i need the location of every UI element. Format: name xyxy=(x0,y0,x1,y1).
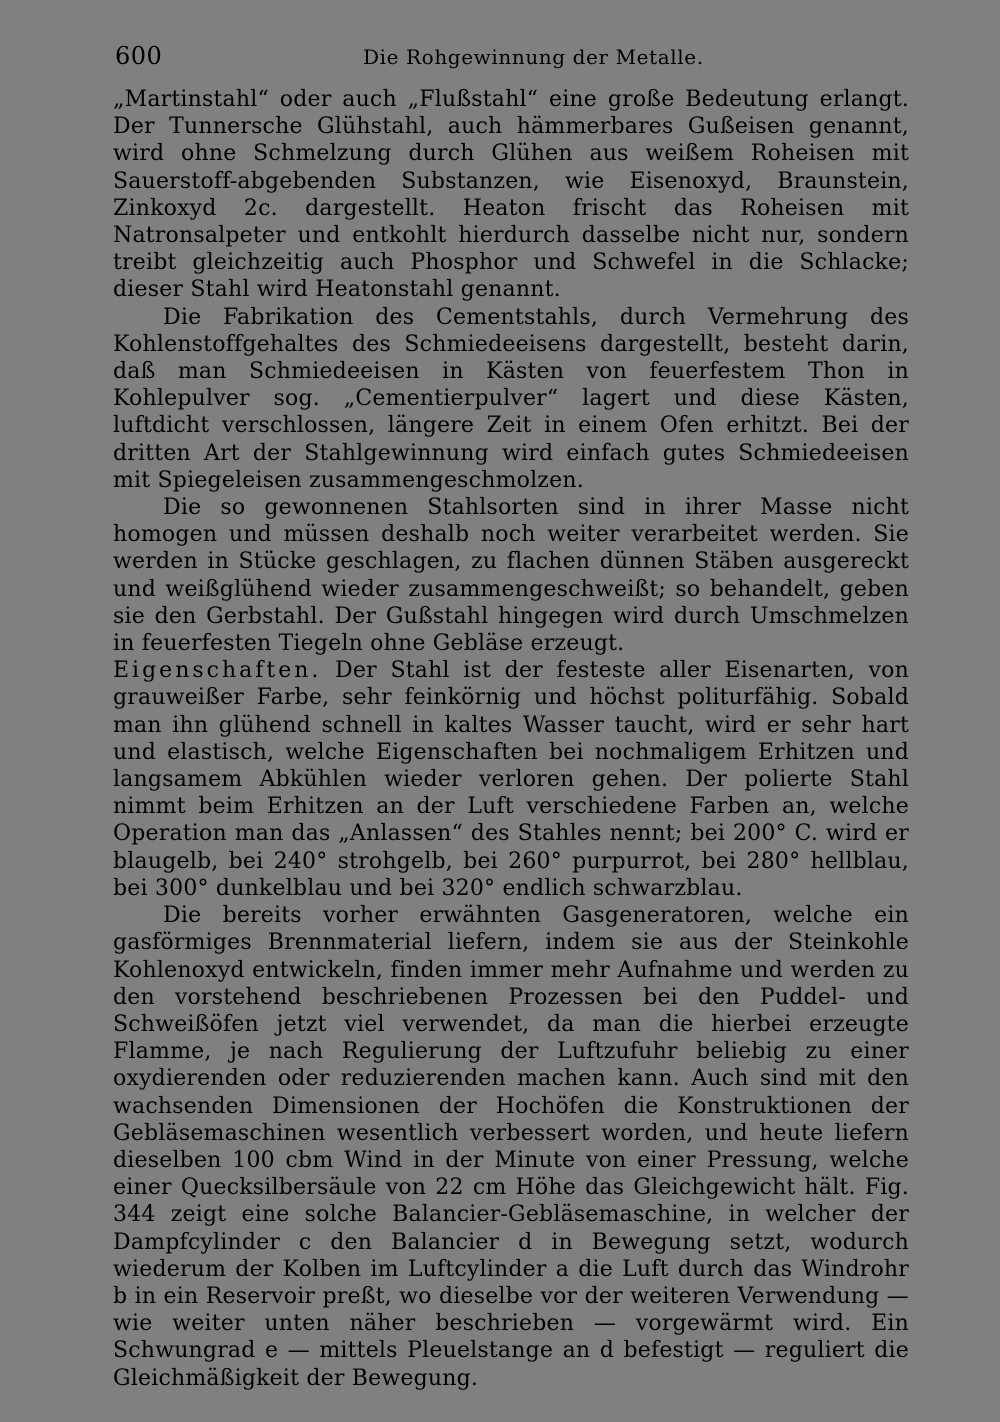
paragraph-5: Die bereits vorher erwähnten Gasgeneratoren, welche ein gasförmiges Brennmaterial liefern, indem sie aus der Steinkohle Kohlenoxyd entwickeln, finden immer mehr Aufnahme und werden zu den vorstehend beschriebenen Prozessen bei den Puddel- und Schweißöfen jetzt viel verwendet, da man die hierbei erzeugte Flamme, je nach Regulierung der Luftzufuhr beliebig zu einer oxydierenden oder reduzierenden machen kann. Auch sind mit den wachsenden Dimensionen der Hochöfen die Konstruktionen der Gebläsemaschinen wesentlich verbessert worden, und heute liefern dieselben 100 cbm Wind in der Minute von einer Pressung, welche einer Quecksilbersäule von 22 cm Höhe das Gleichgewicht hält. Fig. 344 zeigt eine solche Balancier-Gebläsemaschine, in welcher der Dampfcylinder c den Balancier d in Bewegung setzt, wodurch wiederum der Kolben im Luftcylinder a die Luft durch das Windrohr b in ein Reservoir preßt, wo dieselbe vor der weiteren Verwendung — wie weiter unten näher beschrieben — vorgewärmt wird. Ein Schwungrad e — mittels Pleuelstange an d befestigt — reguliert die Gleichmäßigkeit der Bewegung. xyxy=(113,903,909,1391)
body-text xyxy=(113,86,909,1392)
paragraph-4 xyxy=(113,657,909,902)
page-number: 600 xyxy=(115,42,163,70)
running-head: Die Rohgewinnung der Metalle. xyxy=(363,45,704,69)
paragraph-2: Die Fabrikation des Cementstahls, durch Vermehrung des Kohlenstoffgehaltes des Schmiedeeisens dargestellt, besteht darin, daß man Schmiedeeisen in Kästen von feuerfestem Thon in Kohlepulver sog. „Cementierpulver“ lagert und diese Kästen, luftdicht verschlossen, längere Zeit in einem Ofen erhitzt. Bei der dritten Art der Stahlgewinnung wird einfach gutes Schmiedeeisen mit Spiegeleisen zusammengeschmolzen. xyxy=(113,304,909,493)
page-header xyxy=(115,42,905,76)
paragraph-1: „Martinstahl“ oder auch „Flußstahl“ eine große Bedeutung erlangt. Der Tunnersche Glühstahl, auch hämmerbares Gußeisen genannt, wird ohne Schmelzung durch Glühen aus weißem Roheisen mit Sauerstoff-abgebenden Substanzen, wie Eisenoxyd, Braunstein, Zinkoxyd 2c. dargestellt. Heaton frischt das Roheisen mit Natronsalpeter und entkohlt hierdurch dasselbe nicht nur, sondern treibt gleichzeitig auch Phosphor und Schwefel in die Schlacke; dieser Stahl wird Heatonstahl genannt. xyxy=(113,87,909,303)
paragraph-4-text: Der Stahl ist der festeste aller Eisenarten, von grauweißer Farbe, sehr feinkörnig und höchst politurfähig. Sobald man ihn glühend schnell in kaltes Wasser taucht, wird er sehr hart und elastisch, welche Eigenschaften bei nochmaligem Erhitzen und langsamem Abkühlen wieder verloren gehen. Der polierte Stahl nimmt beim Erhitzen an der Luft verschiedene Farben an, welche Operation man das „Anlassen“ des Stahles nennt; bei 200° C. wird er blaugelb, bei 240° strohgelb, bei 260° purpurrot, bei 280° hellblau, bei 300° dunkelblau und bei 320° endlich schwarzblau. xyxy=(113,658,909,901)
section-lead-eigenschaften: Eigenschaften. xyxy=(113,658,322,684)
paragraph-3: Die so gewonnenen Stahlsorten sind in ihrer Masse nicht homogen und müssen deshalb noch weiter verarbeitet werden. Sie werden in Stücke geschlagen, zu flachen dünnen Stäben ausgereckt und weißglühend wieder zusammengeschweißt; so behandelt, geben sie den Gerbstahl. Der Gußstahl hingegen wird durch Umschmelzen in feuerfesten Tiegeln ohne Gebläse erzeugt. xyxy=(113,495,909,657)
